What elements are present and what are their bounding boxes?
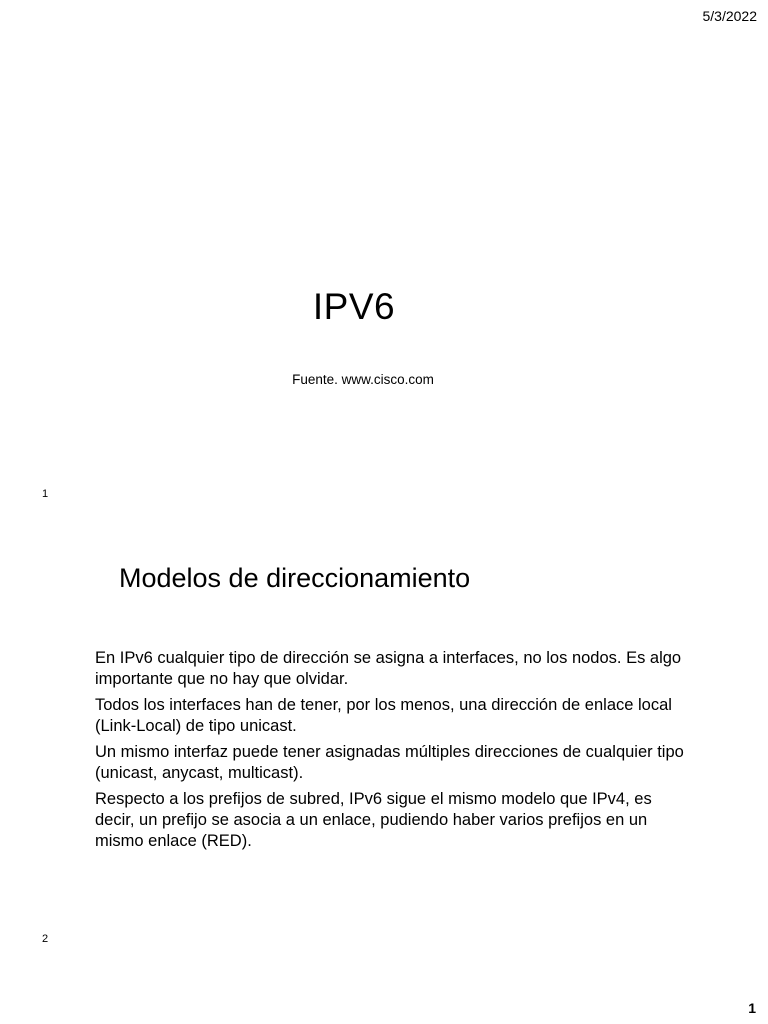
print-date: 5/3/2022 — [702, 8, 757, 24]
slide-2-paragraph: Respecto a los prefijos de subred, IPv6 sigue el mismo modelo que IPv4, es decir, un prefijo se asocia a un enlace, pudiendo haber varios prefijos en un mismo enlace (RED). — [95, 790, 652, 850]
slide-1-number: 1 — [42, 488, 49, 500]
page-number: 1 — [748, 1000, 756, 1016]
slide-2-paragraph: Un mismo interfaz puede tener asignadas múltiples direcciones de cualquier tipo (unicast, anycast, multicast). — [95, 743, 684, 782]
slide-2-paragraph: Todos los interfaces han de tener, por los menos, una dirección de enlace local (Link-Local) de tipo unicast. — [95, 696, 672, 735]
slide-1-subtitle: Fuente. www.cisco.com — [292, 372, 434, 387]
slide-2-body — [95, 648, 695, 857]
slide-2-paragraph: En IPv6 cualquier tipo de dirección se asigna a interfaces, no los nodos. Es algo importante que no hay que olvidar. — [95, 649, 682, 688]
slide-1-title: IPV6 — [312, 286, 396, 327]
slide-2-number: 2 — [42, 933, 49, 945]
slide-2-title: Modelos de direccionamiento — [119, 563, 471, 593]
